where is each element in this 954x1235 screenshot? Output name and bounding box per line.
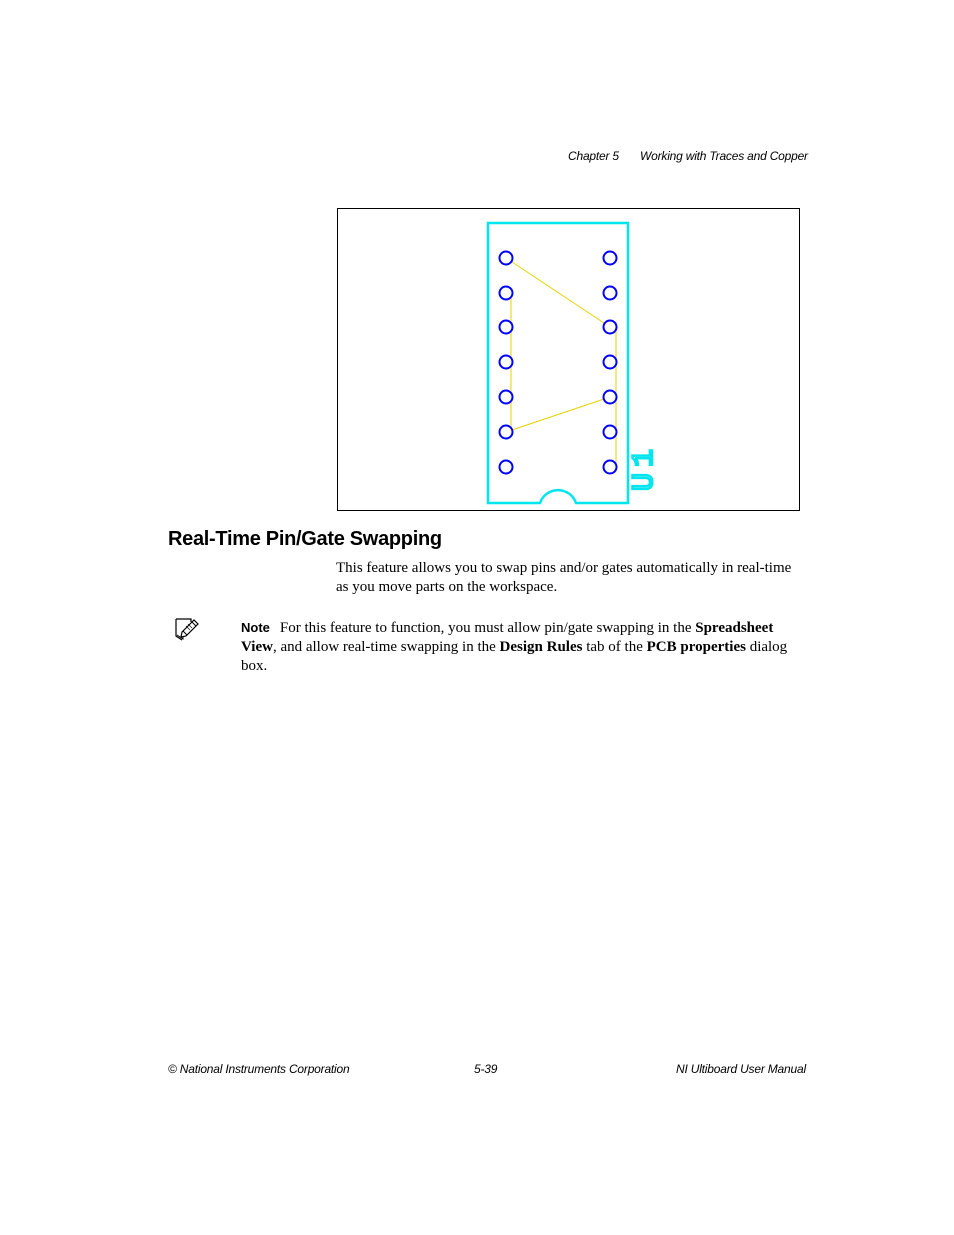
note-text: dialog box. (241, 639, 788, 674)
pcb-figure (337, 208, 800, 511)
pad (604, 287, 617, 300)
note-label: Note (241, 620, 270, 635)
footer-manual-title: NI Ultiboard User Manual (676, 1062, 806, 1076)
note-pencil-icon (174, 616, 202, 647)
right-pads (604, 252, 617, 474)
pad (604, 321, 617, 334)
footer-copyright: © National Instruments Corporation (168, 1062, 350, 1076)
ic-footprint-diagram (338, 209, 799, 510)
pad (500, 426, 513, 439)
pad (604, 252, 617, 265)
section-paragraph: This feature allows you to swap pins and/or gates automatically in real-time as you move parts on the workspace. (336, 560, 792, 595)
note-text: , and allow real-time swapping in the (272, 639, 500, 655)
pad (500, 321, 513, 334)
page-header (568, 149, 808, 163)
pad (604, 356, 617, 369)
pcb-properties-term: PCB properties (646, 639, 746, 655)
chapter-number: Chapter 5 (568, 149, 619, 163)
footer-page-number: 5-39 (474, 1062, 498, 1076)
note-block (241, 618, 801, 676)
pad (500, 356, 513, 369)
ratsnest-traces (506, 258, 616, 467)
pad (500, 391, 513, 404)
pad (604, 461, 617, 474)
pad (604, 391, 617, 404)
pad (604, 426, 617, 439)
left-pads (500, 252, 513, 474)
pad (500, 287, 513, 300)
design-rules-term: Design Rules (499, 639, 583, 655)
pad (500, 461, 513, 474)
section-heading: Real-Time Pin/Gate Swapping (168, 528, 442, 550)
part-label: U1 (628, 442, 662, 491)
spreadsheet-view-term: Spreadsheet View (241, 620, 774, 655)
note-text: For this feature to function, you must allow pin/gate swapping in the (279, 620, 696, 636)
chapter-title: Working with Traces and Copper (640, 149, 808, 163)
pad (500, 252, 513, 265)
note-text: tab of the (582, 639, 647, 655)
